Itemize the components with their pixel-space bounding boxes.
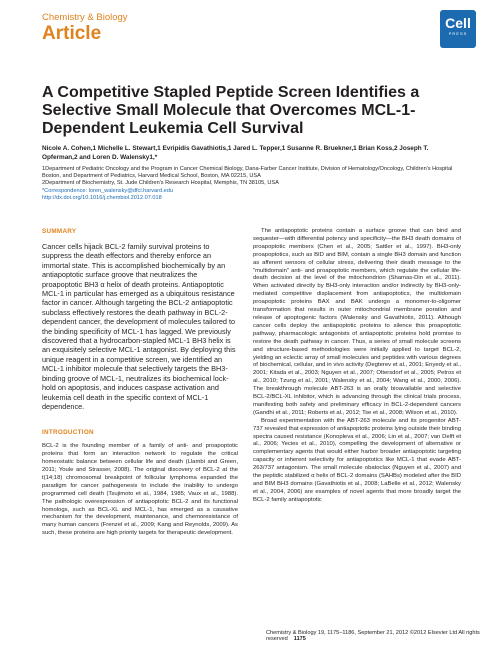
introduction-text: BCL-2 is the founding member of a family of anti- and proapoptotic proteins that form an interaction network to regulate the critical homeostatic balance between cellular life and death (Llambi and Green, 2011; Youle and Strasser, 2008). The original discovery of BCL-2 at the t(14;18) chromosomal breakpoint of follicular lymphoma expanded the paradigm for cancer pathogenesis to include the inability to undergo programmed cell death (Tsujimoto et al., 1984, 1985; Vaux et al., 1988). The pathologic overexpression of antiapoptotic BCL-2 and its functional homologs, such as BCL-XL and MCL-1, has emerged as a causative mechanism for the development, maintenance, and chemoresistance of many human cancers (Frenzel et al., 2009; Kang and Reynolds, 2009). As such, these proteins are high priority targets for therapeutic development. [42, 443, 238, 537]
journal-header [42, 12, 128, 44]
introduction-heading: INTRODUCTION [42, 429, 94, 437]
footer-citation: Chemistry & Biology 19, 1175–1186, September 21, 2012 ©2012 Elsevier Ltd All rights reserved [266, 630, 480, 642]
summary-text: Cancer cells hijack BCL-2 family survival proteins to suppress the death effectors and thereby enforce an immortal state. This is accomplished biochemically by an antiapoptotic surface groove that neutralizes the proapoptotic BH3 α helix of death proteins. Antiapoptotic MCL-1 in particular has emerged as a ubiquitous resistance factor in cancer. Although targeting the BCL-2 antiapoptotic subclass effectively restores the death pathway in BCL-2-dependent cancer, the development of molecules tailored to the binding specificity of MCL-1 has lagged. We previously discovered that a hydrocarbon-stapled MCL-1 BH3 helix is an exquisitely selective MCL-1 antagonist. By deploying this unique reagent in a competitive screen, we identified an MCL-1 inhibitor molecule that selectively targets the BH3-binding groove of MCL-1, neutralizes its biochemical lock-hold on apoptosis, and induces caspase activation and leukemia cell death in the specific context of MCL-1 dependence. [42, 242, 236, 411]
journal-name: Chemistry & Biology [42, 12, 128, 23]
logo-subword: PRESS [448, 31, 468, 36]
page-number: 1175 [293, 636, 306, 642]
article-title: A Competitive Stapled Peptide Screen Identifies a Selective Small Molecule that Overcomes MCL-1-Dependent Leukemia Cell Survival [42, 84, 420, 137]
page-footer [266, 630, 502, 642]
body-paragraph-1: The antiapoptotic proteins contain a surface groove that can bind and sequester—with differential potency and specificity—the BH3 death domains of proapoptotic members (Chen et al., 2005; Sattler et al., 1997). BH3-only proapoptotics, such as BID and BIM, contain a single BH3 domain and function as afferent sensors of cellular stress, delivering their death message to the "multidomain" anti- and proapoptotic members, which regulate the cellular life-death decision at the level of the mitochondrion (Shamas-Din et al., 2011). When activated directly by BH3-only interaction and/or indirectly by BH3-only-mediated competitive displacement from antiapoptotics, the multidomain proapoptotic proteins BAX and BAK undergo a monomer-to-oligomer transformation that results in outer mitochondrial membrane poration and release of apoptogenic factors (Walensky and Gavathiotis, 2011). Although cancer cells deploy the antiapoptotic proteins to silence this proapoptotic pathway, pharmacologic antagonists of antiapoptotic proteins hold promise to restore the death pathway in cancer. Thus, a series of small molecule screens and structure-based methodologies were initially applied to target BCL-2, yielding an eclectic array of small molecules and peptides with various degrees of biochemical, cellular, and in vivo activity (Degterev et al., 2001; Enyedy et al., 2001; Kitada et al., 2003; Nguyen et al., 2007; Oltersdorf et al., 2005; Petros et al., 2010; Tzung et al., 2001; Walensky et al., 2004; Wang et al., 2000, 2006). The breakthrough molecule ABT-263 is an orally bioavailable and selective BCL-2/BCL-XL inhibitor, which is advancing through the clinical trials process, manifesting both safety and preliminary efficacy in BCL-2-dependent cancers (Gandhi et al., 2011; Roberts et al., 2012; Tse et al., 2008; Wilson et al., 2010). [253, 228, 461, 416]
doi-link[interactable]: http://dx.doi.org/10.1016/j.chembiol.2012.07.018 [42, 194, 162, 201]
logo-word: Cell [445, 15, 471, 31]
article-type-label: Article [42, 23, 102, 44]
summary-heading: SUMMARY [42, 228, 77, 235]
affiliation-1: 1Department of Pediatric Oncology and the Program in Cancer Chemical Biology, Dana-Farber Cancer Institute, Division of Hematology/Oncology, Children's Hospital Boston, and Department of Pediatrics, Harvard Medical School, Boston, MA 02215, USA [42, 166, 453, 180]
cell-press-logo [440, 10, 476, 48]
right-column [253, 228, 461, 505]
author-list: Nicole A. Cohen,1 Michelle L. Stewart,1 Evripidis Gavathiotis,1 Jared L. Tepper,1 Susanne R. Bruekner,1 Brian Koss,2 Joseph T. Opferman,2 and Loren D. Walensky1,* [42, 145, 429, 161]
affiliation-2: 2Department of Biochemistry, St. Jude Children's Research Hospital, Memphis, TN 38105, USA [42, 180, 279, 187]
correspondence-email[interactable]: *Correspondence: loren_walensky@dfci.harvard.edu [42, 187, 173, 194]
affiliations [42, 166, 462, 202]
left-column [42, 228, 238, 538]
body-paragraph-2: Broad experimentation with the ABT-263 molecule and its progenitor ABT-737 revealed that expression of antiapoptotic proteins lying outside their binding spectra caused resistance (Konopleva et al., 2006; Lin et al., 2007; van Delft et al., 2006; Yecies et al., 2010), compelling the development of alternative or complementary agents that would either harbor broader antiapoptotic targeting capacity or inherent selectivity for antiapoptotics like MCL-1 that evade ABT-263/737 antagonism. The small molecule obatoclax (Nguyen et al., 2007) and the peptidic stabilized α helix of BCL-2 domains (SAHBs) modeled after the BID and BIM BH3 domains (Gavathiotis et al., 2008; LaBelle et al., 2012; Walensky et al., 2004, 2006) are examples of novel agents that more broadly target the BCL-2 family antiapoptotic [253, 417, 461, 503]
